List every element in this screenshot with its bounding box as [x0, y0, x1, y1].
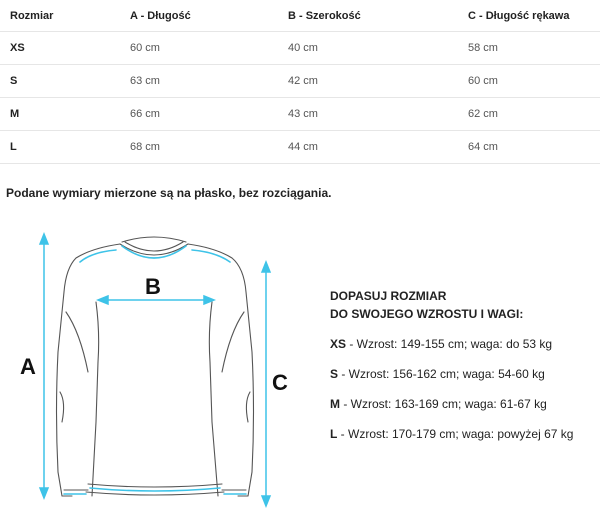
fit-guide-item — [330, 425, 573, 443]
fit-size: M — [330, 397, 340, 411]
fit-size: XS — [330, 337, 347, 351]
cell-width: 42 cm — [278, 65, 458, 98]
label-a: A — [20, 354, 36, 379]
header-sleeve-length: C - Długość rękawa — [458, 0, 600, 32]
cell-width: 43 cm — [278, 98, 458, 131]
cell-length: 68 cm — [120, 131, 278, 164]
cell-sleeve-length: 64 cm — [458, 131, 600, 164]
table-row — [0, 65, 600, 98]
fit-guide-heading-line1: DOPASUJ ROZMIAR — [330, 289, 447, 303]
cell-width: 40 cm — [278, 32, 458, 65]
fit-text: - Wzrost: 156-162 cm; waga: 54-60 kg — [338, 367, 545, 381]
fit-text: - Wzrost: 163-169 cm; waga: 61-67 kg — [340, 397, 547, 411]
cell-size: XS — [0, 32, 120, 65]
arrow-c-icon — [262, 262, 270, 506]
table-row — [0, 131, 600, 164]
size-table — [0, 0, 600, 164]
fit-guide-item — [330, 335, 573, 353]
table-row — [0, 32, 600, 65]
fit-size: S — [330, 367, 339, 381]
header-size: Rozmiar — [0, 0, 120, 32]
cell-sleeve-length: 60 cm — [458, 65, 600, 98]
header-length: A - Długość — [120, 0, 278, 32]
table-row — [0, 98, 600, 131]
fit-size: L — [330, 427, 338, 441]
fit-guide-heading-line2: DO SWOJEGO WZROSTU I WAGI: — [330, 307, 524, 321]
table-header-row — [0, 0, 600, 32]
fit-guide-item — [330, 395, 573, 413]
cell-size: S — [0, 65, 120, 98]
cell-length: 66 cm — [120, 98, 278, 131]
label-c: C — [272, 370, 288, 395]
fit-guide — [330, 287, 573, 443]
arrow-a-icon — [40, 234, 48, 498]
cell-length: 60 cm — [120, 32, 278, 65]
cell-size: M — [0, 98, 120, 131]
fit-text: - Wzrost: 149-155 cm; waga: do 53 kg — [346, 337, 553, 351]
cell-length: 63 cm — [120, 65, 278, 98]
cell-width: 44 cm — [278, 131, 458, 164]
fit-text: - Wzrost: 170-179 cm; waga: powyżej 67 kg — [337, 427, 574, 441]
cell-sleeve-length: 58 cm — [458, 32, 600, 65]
garment-diagram — [0, 222, 310, 512]
fit-guide-item — [330, 365, 573, 383]
cell-size: L — [0, 131, 120, 164]
header-width: B - Szerokość — [278, 0, 458, 32]
cell-sleeve-length: 62 cm — [458, 98, 600, 131]
label-b: B — [145, 274, 161, 299]
measurement-note: Podane wymiary mierzone są na płasko, bez rozciągania. — [6, 186, 332, 200]
